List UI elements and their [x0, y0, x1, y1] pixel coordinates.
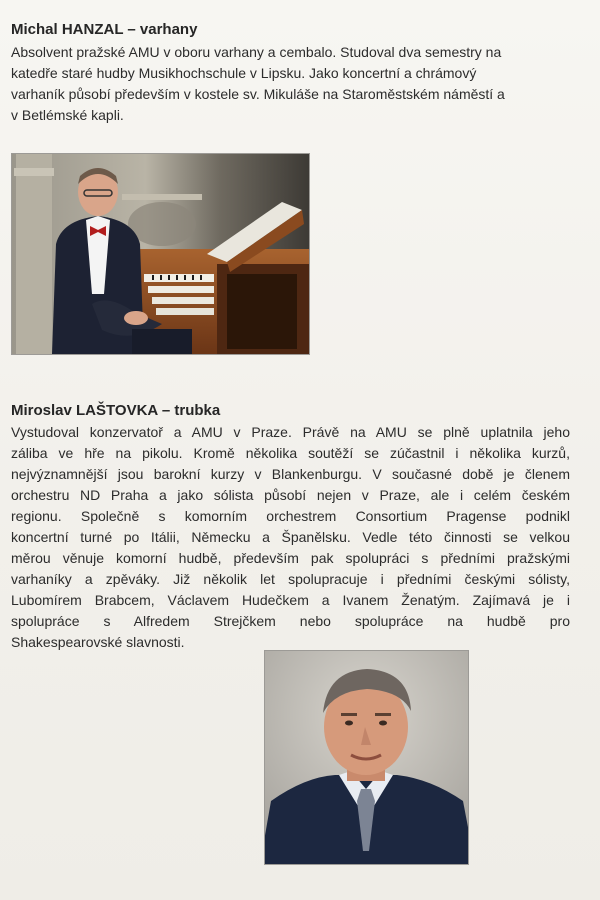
- bio-line: varhaníky a zpěváky. Již několik let spolupracuje i předními českými sólisty,: [11, 571, 570, 587]
- bio-line: katedře staré hudby Musikhochschule v Lipsku. Jako koncertní a chrámový: [11, 65, 477, 81]
- bio-line: spolupráce s Alfredem Strejčkem nebo spolupráce na hudbě pro: [11, 613, 570, 629]
- bio-line: Shakespearovské slavnosti.: [11, 634, 185, 650]
- bio-hanzal: [11, 42, 591, 126]
- trumpeter-portrait-icon: [265, 651, 468, 864]
- bio-line: regionu. Společně s komorním orchestrem Consortium Pragense podnikl: [11, 508, 570, 524]
- photo-lastovka: [264, 650, 469, 865]
- bio-line: koncertní turné po Itálii, Německu a Španělsku. Vedle této činnosti se velkou: [11, 529, 570, 545]
- bio-line: Lubomírem Brabcem, Václavem Hudečkem a Ivanem Ženatým. Zajímavá je i: [11, 592, 570, 608]
- bio-line: měrou věnuje komorní hudbě, především pak spolupráci s předními pražskými: [11, 550, 570, 566]
- bio-line: Vystudoval konzervatoř a AMU v Praze. Právě na AMU se plně uplatnila jeho: [11, 424, 570, 440]
- bio-line: nejvýznamnější jsou barokní kurzy v Blankenburgu. V současné době je členem: [11, 466, 570, 482]
- section-heading-hanzal: Michal HANZAL – varhany: [11, 21, 198, 38]
- bio-line: Absolvent pražské AMU v oboru varhany a cembalo. Studoval dva semestry na: [11, 44, 502, 60]
- bio-line: záliba ve hře na pikolu. Kromě několika soutěží se zúčastnil i několika kurzů,: [11, 445, 570, 461]
- photo-hanzal: [11, 153, 310, 355]
- bio-line: v Betlémské kapli.: [11, 107, 124, 123]
- organist-portrait-icon: [12, 154, 309, 354]
- bio-line: varhaník působí především v kostele sv. Mikuláše na Staroměstském náměstí a: [11, 86, 505, 102]
- bio-line: orchestru ND Praha a jako sólista působí nejen v Praze, ale i celém českém: [11, 487, 570, 503]
- bio-lastovka: [11, 422, 570, 653]
- section-heading-lastovka: Miroslav LAŠTOVKA – trubka: [11, 402, 221, 419]
